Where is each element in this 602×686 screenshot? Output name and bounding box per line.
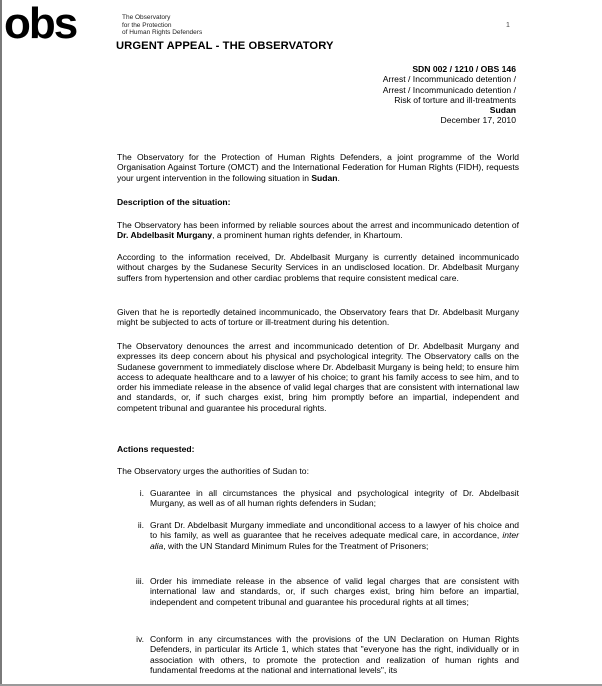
para4-text: The Observatory denounces the arrest and incommunicado detention of Dr. Abdelbasit Murgany and expresses its deep concern about his physical and psychological integrity. The Observatory calls on the Sudanese government to immediately disclose where Dr. Abdelbasit Murgany is being held; to ensure him access to adequate healthcare and to a lawyer of his choice; to grant his family access to see him, and to order his immediate release in the absence of valid legal charges that are consistent with international law and standards, or, if such charges exist, bring him promptly before an impartial, independent and competent tribunal and guarantee his procedural rights. [117, 341, 519, 413]
action-number: iii. [135, 576, 144, 586]
org-line: for the Protection [122, 21, 172, 29]
action-item [130, 488, 519, 509]
intro-paragraph [117, 152, 519, 183]
meta-line: Risk of torture and ill-treatments [394, 94, 516, 105]
date: December 17, 2010 [440, 115, 516, 126]
action-item [130, 634, 519, 675]
appeal-metadata [383, 64, 516, 126]
page-number: 1 [506, 22, 510, 29]
intro-end: . [337, 172, 340, 183]
situation-paragraph-3 [117, 307, 519, 328]
meta-line: Arrest / Incommunicado detention / [382, 74, 516, 85]
action-text-end: , with the UN Standard Minimum Rules for the Treatment of Prisoners; [163, 540, 429, 551]
org-line: of Human Rights Defenders [122, 29, 203, 36]
para3-text: Given that he is reportedly detained incommunicado, the Observatory fears that Dr. Abdelbasit Murgany might be subjected to acts of torture or ill-treatment during his detention. [117, 307, 519, 328]
action-text: Grant Dr. Abdelbasit Murgany immediate and unconditional access to a lawyer of his choice and to his family, as well as guarantee that he receives adequate medical care, in accordance, [150, 520, 519, 541]
intro-text: The Observatory for the Protection of Human Rights Defenders, a joint programme of the World Organisation Against Torture (OMCT) and the International Federation for Human Rights (FIDH), requests your urgent intervention in the following situation in [117, 152, 519, 183]
action-item [130, 520, 519, 551]
action-number: ii. [137, 520, 144, 530]
para1-text: The Observatory has been informed by reliable sources about the arrest and incommunicado detention of [117, 220, 519, 230]
situation-paragraph-2 [117, 252, 519, 283]
reference-number: SDN 002 / 1210 / OBS 146 [412, 64, 516, 74]
action-text: Conform in any circumstances with the provisions of the UN Declaration on Human Rights Defenders, in particular its Article 1, which states that "everyone has the right, individually or in association with others, to promote the protection and realization of human rights and fundamental freedoms at the national and international levels", its [150, 634, 519, 675]
action-number: i. [139, 488, 144, 498]
meta-line: Arrest / Incommunicado detention / [382, 84, 516, 95]
document-title: URGENT APPEAL - THE OBSERVATORY [116, 40, 334, 52]
viewer-left-border [0, 0, 2, 686]
action-item [130, 576, 519, 607]
organization-name [122, 14, 202, 37]
org-line: The Observatory [122, 14, 171, 21]
action-text-italic: inter alia [150, 530, 519, 551]
actions-heading: Actions requested: [117, 444, 195, 454]
para2-text: According to the information received, Dr. Abdelbasit Murgany is currently detained incommunicado without charges by the Sudanese Security Services in an undisclosed location. Dr. Abdelbasit Murgany suffers from hypertension and other cardiac problems that require consistent medical care. [117, 252, 519, 283]
situation-paragraph-1 [117, 220, 519, 241]
actions-intro: The Observatory urges the authorities of Sudan to: [117, 466, 309, 476]
action-text: Order his immediate release in the absence of valid legal charges that are consistent with international law and standards, or, if such charges exist, bring him before an impartial, independent and competent tribunal and guarantee his procedural rights at all times; [150, 576, 519, 607]
defender-name: Dr. Abdelbasit Murgany [117, 230, 213, 241]
country: Sudan [489, 105, 516, 116]
situation-heading: Description of the situation: [117, 197, 231, 207]
para1-end: , a prominent human rights defender, in Khartoum. [212, 230, 403, 241]
intro-country: Sudan [311, 172, 338, 183]
obs-logo: obs [4, 0, 77, 48]
action-text: Guarantee in all circumstances the physical and psychological integrity of Dr. Abdelbasit Murgany, as well as of all human rights defenders in Sudan; [150, 488, 519, 509]
situation-paragraph-4 [117, 341, 519, 413]
action-number: iv. [136, 634, 144, 644]
